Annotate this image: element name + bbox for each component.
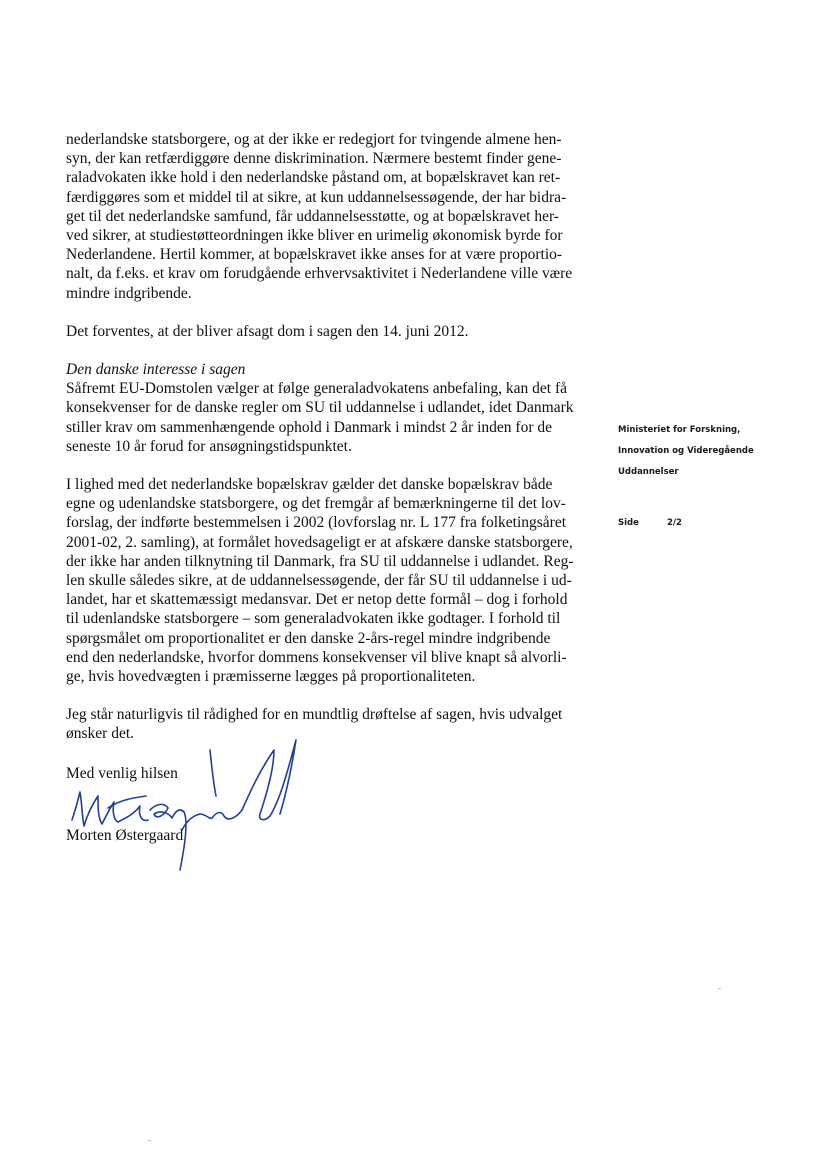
body-paragraph: Jeg står naturligvis til rådighed for en mundtlig drøftelse af sagen, hvis udvalget ønsker det. — [66, 706, 563, 743]
section-heading: Den danske interesse i sagen — [66, 361, 246, 379]
handwritten-signature-icon — [60, 730, 300, 880]
organization-line: Ministeriet for Forskning, — [618, 425, 741, 435]
signatory-name: Morten Østergaard — [66, 827, 184, 845]
letter-body — [66, 130, 586, 744]
body-paragraph: Det forventes, at der bliver afsagt dom i sagen den 14. juni 2012. — [66, 322, 469, 340]
organization-line: Uddannelser — [618, 467, 679, 477]
page-value: 2/2 — [666, 518, 682, 528]
page-label: Side — [618, 518, 639, 528]
scan-speck — [718, 988, 721, 989]
body-paragraph: nederlandske statsborgere, og at der ikke er redegjort for tvingende almene hen- syn, der kan retfærdiggøre denne diskrimination. Nærmere bestemt finder gene- raladvokaten ikke hold i den nederlandske påstand om, at bopælskravet kan ret- færdiggøres som et middel til at sikre, at kun uddannelsessøgende, der har bidra- get til det nederlandske samfund, får uddannelsesstøtte, og at bopælskravet her- ved sikrer, at studiestøtteordningen ikke bliver en urimelig økonomisk byrde for Nederlandene. Hertil kommer, at bopælskravet ikke anses for at være proportio- nalt, da f.eks. et krav om forudgående erhvervsaktivitet i Nederlandene ville være mindre indgribende. — [66, 131, 573, 302]
organization-line: Innovation og Videregående — [618, 446, 754, 456]
page-number — [618, 513, 808, 534]
body-paragraph: Såfremt EU-Domstolen vælger at følge generaladvokatens anbefaling, kan det få konsekvenser for de danske regler om SU til uddannelse i udlandet, idet Danmark stiller krav om sammenhængende ophold i Danmark i mindst 2 år inden for de seneste 10 år forud for ansøgningstidspunktet. — [66, 380, 574, 455]
scan-speck — [148, 1140, 151, 1141]
closing-greeting: Med venlig hilsen — [66, 765, 178, 782]
body-paragraph: I lighed med det nederlandske bopælskrav gælder det danske bopælskrav både egne og udenlandske statsborgere, og det fremgår af bemærkningerne til det lov- forslag, der indførte bestemmelsen i 2002 (lovforslag nr. L 177 fra folketingsåret 2001-02, 2. samling), at formålet hovedsageligt er at afskære danske statsborgere, der ikke har anden tilknytning til Danmark, fra SU til uddannelse i udlandet. Reg- len skulle således sikre, at de uddannelsessøgende, der får SU til uddannelse i ud- landet, har et skattemæssigt medansvar. Det er netop dette formål – dog i forhold til udenlandske statsborgere – som generaladvokaten ikke godtager. I forhold til spørgsmålet om proportionalitet er den danske 2-års-regel mindre indgribende end den nederlandske, hvorfor dommens konsekvenser vil blive knapt så alvorli- ge, hvis hovedvægten i præmisserne lægges på proportionaliteten. — [66, 476, 574, 686]
sender-sidebar — [618, 420, 808, 534]
